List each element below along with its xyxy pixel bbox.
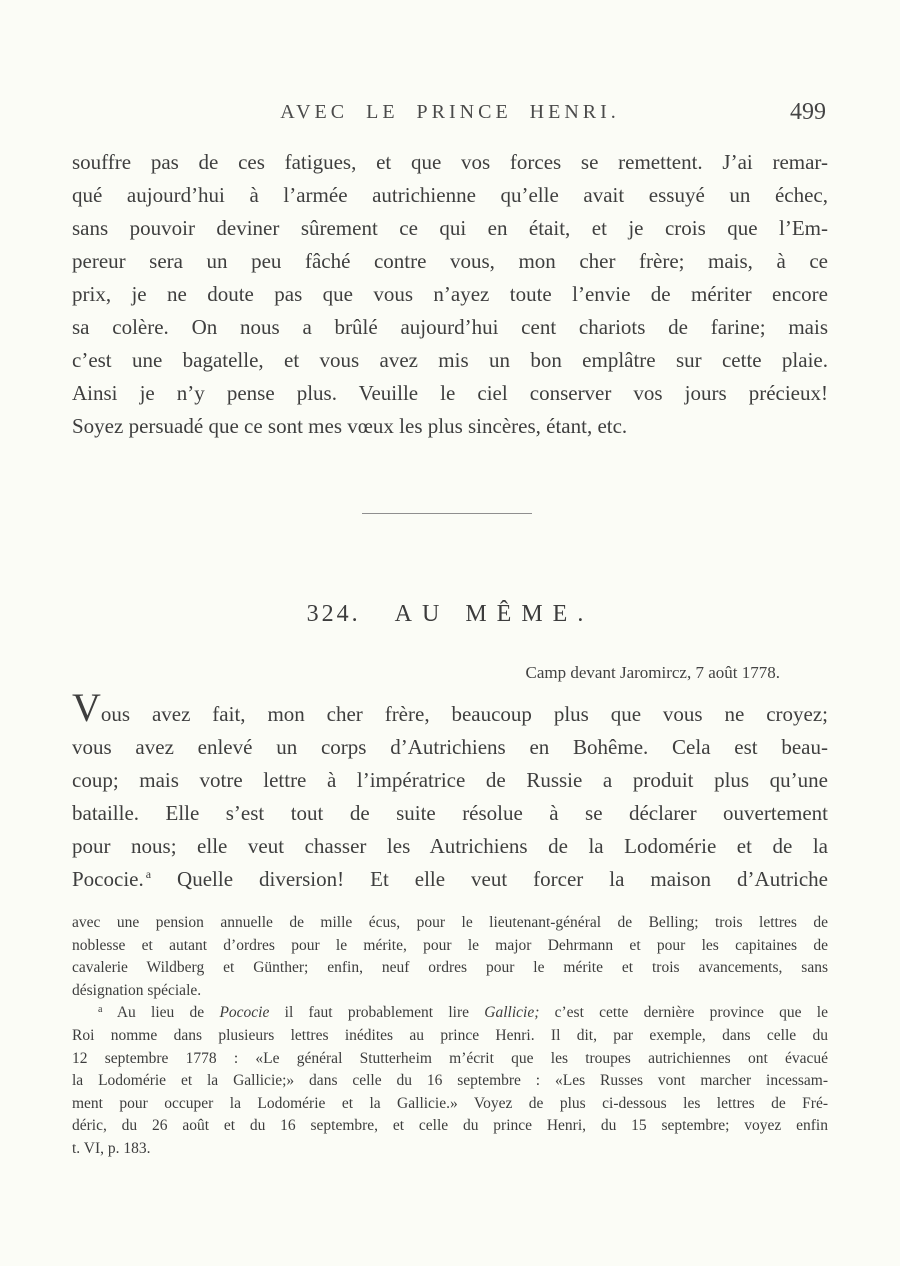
running-title: AVEC LE PRINCE HENRI.: [280, 101, 620, 123]
footnote-line: 12 septembre 1778 : «Le général Stutterheim m’écrit que les troupes autrichiennes ont évacué: [72, 1049, 828, 1067]
text-line: [72, 685, 828, 731]
text-line: qué aujourd’hui à l’armée autrichienne qu’elle avait essuyé un échec,: [72, 183, 828, 207]
text-line: prix, je ne doute pas que vous n’ayez toute l’envie de mériter encore: [72, 282, 828, 306]
text-span: Au lieu de: [102, 1004, 220, 1022]
text-line: sans pouvoir deviner sûrement ce qui en était, et je crois que l’Em-: [72, 216, 828, 240]
text-line: souffre pas de ces fatigues, et que vos forces se remettent. J’ai remar-: [72, 150, 828, 174]
text-line: c’est une bagatelle, et vous avez mis un bon emplâtre sur cette plaie.: [72, 348, 828, 372]
footnote-line: t. VI, p. 183.: [72, 1139, 151, 1157]
drop-cap-initial: V: [72, 685, 101, 730]
text-line: [72, 863, 828, 896]
page-number: 499: [790, 99, 826, 125]
letter-323-ending-paragraph: [72, 146, 828, 443]
footnote-line: la Lodomérie et la Gallicie;» dans celle du 16 septembre : «Les Russes vont marcher incessam-: [72, 1072, 828, 1090]
text-line: Ainsi je n’y pense plus. Veuille le ciel conserver vos jours précieux!: [72, 381, 828, 405]
letter-324-body-paragraph: [72, 685, 828, 896]
section-divider: [362, 513, 532, 514]
letter-heading: [72, 601, 828, 628]
text-line: coup; mais votre lettre à l’impératrice de Russie a produit plus qu’une: [72, 768, 828, 792]
footnote-line: ment pour occuper la Lodomérie et la Gallicie.» Voyez de plus ci-dessous les lettres de Fré-: [72, 1094, 828, 1112]
text-span: Quelle diversion! Et elle veut forcer la maison d’Autriche: [151, 867, 828, 891]
italic-term: Gallicie;: [484, 1004, 540, 1022]
footnote-line: avec une pension annuelle de mille écus, pour le lieutenant-général de Belling; trois lettres de: [72, 914, 828, 931]
footnote-ref-a: a: [145, 867, 152, 881]
text-line: vous avez enlevé un corps d’Autrichiens en Bohême. Cela est beau-: [72, 735, 828, 759]
dateline: Camp devant Jaromircz, 7 août 1778.: [525, 663, 780, 682]
footnote-block: [72, 912, 828, 1161]
text-span: Pococie.: [72, 867, 144, 891]
footnote-line: cavalerie Wildberg et Günther; enfin, neuf ordres pour le mérite et trois avancements, sans: [72, 959, 828, 977]
footnote-line: noblesse et autant d’ordres pour le mérite, pour le major Dehrmann et pour les capitaines de: [72, 936, 828, 954]
text-line: Soyez persuadé que ce sont mes vœux les plus sincères, étant, etc.: [72, 414, 628, 438]
text-line: pour nous; elle veut chasser les Autrichiens de la Lodomérie et de la: [72, 834, 828, 858]
letter-number: 324.: [306, 601, 361, 627]
text-line: bataille. Elle s’est tout de suite résolue à se déclarer ouvertement: [72, 801, 828, 825]
text-line: pereur sera un peu fâché contre vous, mon cher frère; mais, à ce: [72, 249, 828, 273]
footnote-line: [72, 1002, 828, 1025]
text-span: il faut probablement lire: [269, 1004, 485, 1022]
text-span: ous avez fait, mon cher frère, beaucoup plus que vous ne croyez;: [100, 702, 828, 726]
footnote-line: désignation spéciale.: [72, 981, 202, 999]
footnote-marker-a: a: [98, 1004, 103, 1016]
text-span: c’est cette dernière province que le: [539, 1004, 828, 1022]
footnote-line: déric, du 26 août et du 16 septembre, et celle du prince Henri, du 15 septembre; voyez enfin: [72, 1117, 828, 1135]
italic-term: Pococie: [219, 1004, 270, 1022]
text-line: sa colère. On nous a brûlé aujourd’hui cent chariots de farine; mais: [72, 315, 828, 339]
footnote-line: Roi nomme dans plusieurs lettres inédites au prince Henri. Il dit, par exemple, dans celle du: [72, 1026, 828, 1044]
letter-title: AU MÊME.: [394, 601, 594, 627]
